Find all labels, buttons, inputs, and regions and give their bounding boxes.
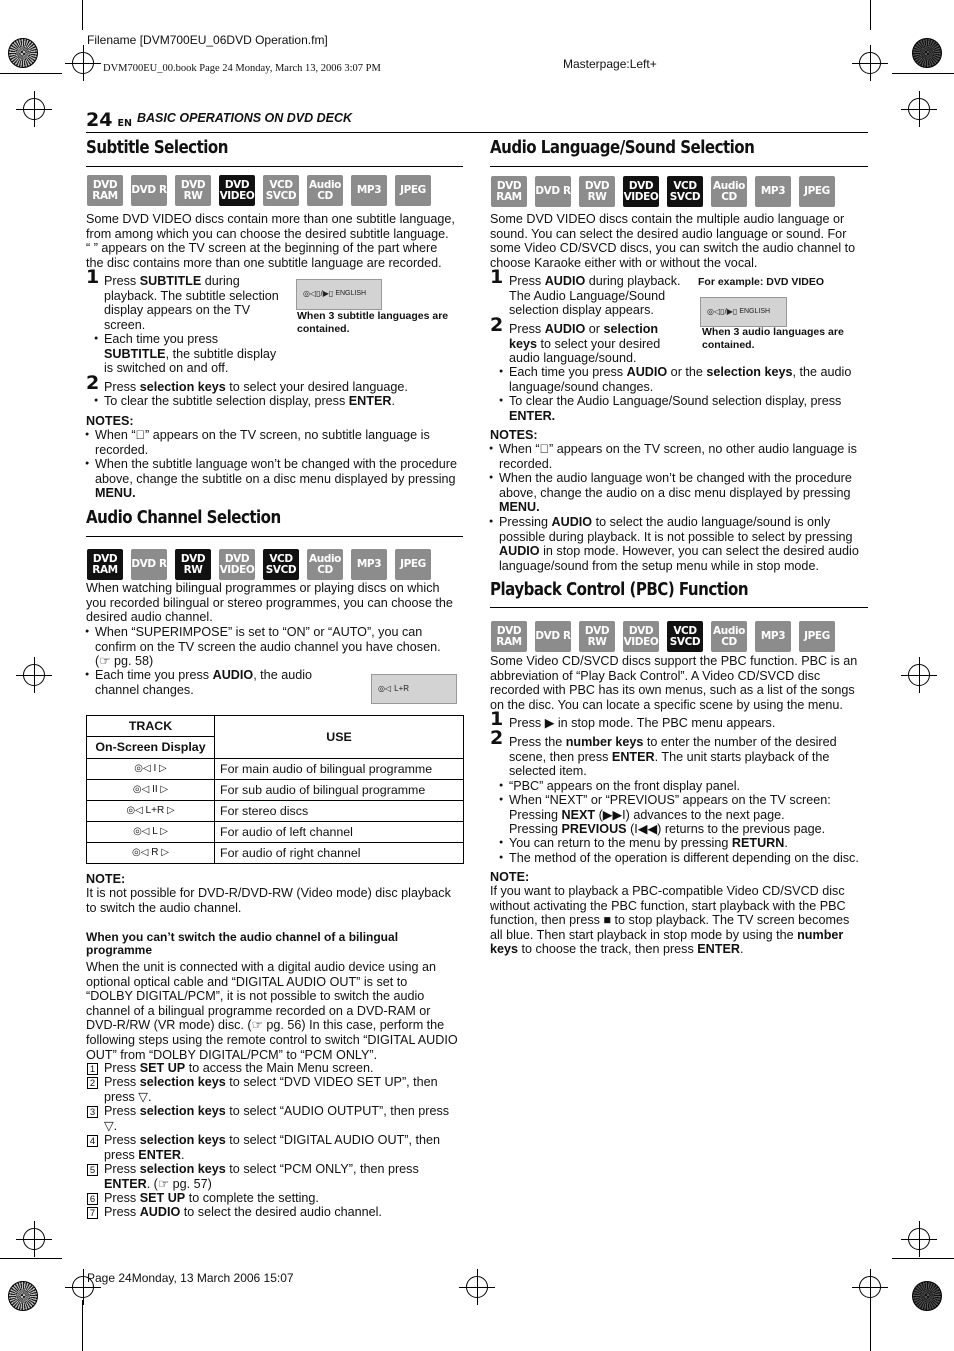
disc-type-icon: JPEG (395, 175, 431, 206)
disc-type-icon: DVD RAM (87, 549, 123, 580)
disc-type-icon: DVD R (131, 175, 167, 206)
language-disc-icons (491, 176, 835, 207)
audio-osd-icon: ◎◁ (126, 804, 146, 816)
disc-type-icon: JPEG (799, 176, 835, 207)
language-bullet-1: ● Each time you press AUDIO or the selection keys, the audio language/sound changes. (509, 365, 851, 394)
crosshair-icon (908, 664, 930, 686)
disc-type-icon: DVD R (535, 621, 571, 652)
crosshair-icon (23, 98, 45, 120)
step-number: 2 (490, 727, 504, 749)
audio-osd-icon: ◎◁ (132, 846, 152, 858)
table-row: ◎◁ II ▷ For sub audio of bilingual programme (87, 780, 464, 801)
disc-type-icon: MP3 (351, 549, 387, 580)
channel-note-label: NOTE: (86, 872, 126, 886)
disc-type-icon: MP3 (351, 175, 387, 206)
table-row: ◎◁ I ▷ For main audio of bilingual programme (87, 759, 464, 780)
channel-subheading: When you can’t switch the audio channel of a bilingual programme (86, 930, 399, 957)
channel-heading: Audio Channel Selection (86, 508, 281, 528)
language-note-3: ● Pressing AUDIO to select the audio language/sound is only possible during playback. It is not possible to select by pressing AUDIO in stop mode. However, you can select the desired audio language/sound from the setup menu while in stop mode. (499, 515, 859, 573)
language-step2: Press AUDIO or selection keys to select your desired audio language/sound. (509, 322, 661, 366)
channel-osd-display: ◎◁ L+R (371, 674, 457, 704)
disc-type-icon: JPEG (395, 549, 431, 580)
subtitle-heading: Subtitle Selection (86, 138, 228, 158)
section-title: BASIC OPERATIONS ON DVD DECK (137, 111, 353, 125)
channel-step-4: Press selection keys to select “DIGITAL AUDIO OUT”, then press ENTER. (104, 1133, 440, 1162)
audio-osd-icon: ◎◁ (133, 825, 153, 837)
pbc-intro: Some Video CD/SVCD discs support the PBC function. PBC is an abbreviation of “Play Back Control”. A Video CD/SVCD disc recorded with PBC has its own menus, such as a list of the songs on the disc. You can locate a specific scene by using the menu. (490, 654, 858, 712)
step-box: 4 (87, 1135, 98, 1147)
crosshair-icon (859, 1276, 881, 1298)
disc-type-icon: VCD SVCD (667, 176, 703, 207)
subtitle-step1-bullet: ● Each time you press SUBTITLE, the subtitle display is switched on and off. (104, 332, 276, 376)
channel-intro: When watching bilingual programmes or playing discs on which you recorded bilingual or stereo programmes, you can choose the desired audio channel. (86, 581, 453, 625)
subtitle-heading-rule (86, 166, 463, 167)
language-osd-caption: When 3 audio languages are contained. (702, 326, 844, 351)
channel-bullet-2: ● Each time you press AUDIO, the audio channel changes. (95, 668, 312, 697)
crop-mark (892, 1258, 954, 1259)
subtitle-step1: Press SUBTITLE during playback. The subtitle selection display appears on the TV screen. (104, 274, 279, 332)
registration-disc-icon (8, 38, 38, 68)
registration-disc-icon (8, 1281, 38, 1311)
header-filename: Filename [DVM700EU_06DVD Operation.fm] (87, 33, 328, 47)
disc-type-icon: DVD RW (579, 621, 615, 652)
crop-mark (82, 0, 83, 30)
table-row: ◎◁ R ▷ For audio of right channel (87, 843, 464, 864)
disc-type-icon: Audio CD (711, 621, 747, 652)
channel-subtext: When the unit is connected with a digital audio device using an optional optical cable and “DIGITAL AUDIO OUT” is set to “DOLBY DIGITAL/PCM”, it is not possible to switch the audio channel of a bilingual programme recorded on a DVD-RAM or DVD-R/RW (VR mode) disc. (☞ pg. 56) In this case, perform the following steps using the remote control to switch “DIGITAL AUDIO OUT” from “DOLBY DIGITAL/PCM” to “PCM ONLY”. (86, 960, 458, 1062)
language-intro: Some DVD VIDEO discs contain the multiple audio language or sound. You can select the desired audio language or sound. For some Video CD/SVCD discs, you can switch the audio channel to choose Karaoke either with or without the vocal. (490, 212, 856, 270)
language-heading: Audio Language/Sound Selection (490, 138, 755, 158)
subtitle-osd-icon: ◎◁▯/▶▯ (303, 289, 334, 299)
subtitle-osd-caption: When 3 subtitle languages are contained. (297, 310, 449, 335)
audio-osd-icon: ◎◁ (134, 762, 154, 774)
step-number: 1 (86, 266, 100, 288)
disc-type-icon: DVD VIDEO (623, 176, 659, 207)
step-box: 1 (87, 1063, 98, 1075)
table-header-osd: On-Screen Display (87, 737, 215, 759)
channel-step-6: Press SET UP to complete the setting. (104, 1191, 319, 1205)
pbc-bullet-3: ● You can return to the menu by pressing RETURN. (509, 836, 788, 851)
crosshair-icon (859, 52, 881, 74)
disc-type-icon: Audio CD (711, 176, 747, 207)
disc-type-icon: DVD VIDEO (219, 175, 255, 206)
disc-type-icon: DVD RW (175, 175, 211, 206)
crop-mark (870, 1300, 871, 1351)
disc-type-icon: DVD RW (579, 176, 615, 207)
subtitle-notes-label: NOTES: (86, 414, 134, 428)
disc-type-icon: VCD SVCD (263, 549, 299, 580)
crop-mark (870, 0, 871, 30)
subtitle-intro: Some DVD VIDEO discs contain more than one subtitle language, from among which you can choose the desired subtitle language. “ ” appears on the TV screen at the beginning of the part where the disc contains more than one subtitle language are recorded. (86, 212, 455, 270)
disc-type-icon: DVD VIDEO (623, 621, 659, 652)
crop-mark (892, 73, 954, 74)
channel-osd-icon: ◎◁ (378, 683, 392, 693)
header-rule (86, 132, 868, 133)
disc-type-icon: MP3 (755, 176, 791, 207)
pbc-heading-rule (490, 607, 868, 608)
audio-channel-table (86, 715, 464, 864)
pbc-note-label: NOTE: (490, 870, 530, 884)
crosshair-icon (908, 98, 930, 120)
disc-type-icon: Audio CD (307, 175, 343, 206)
subtitle-note-1: ● When “” appears on the TV screen, no subtitle language is recorded. (95, 428, 430, 457)
language-osd-icon: ◎◁▯/▶▯ (707, 306, 738, 316)
registration-disc-icon (912, 38, 942, 68)
disc-type-icon: DVD RAM (491, 621, 527, 652)
pbc-bullet-2: ● When “NEXT” or “PREVIOUS” appears on the TV screen: Pressing NEXT (▶▶I) advances to the next page. Pressing PREVIOUS (I◀◀) returns to the previous page. (509, 793, 831, 837)
channel-step-5: Press selection keys to select “PCM ONLY”, then press ENTER. (☞ pg. 57) (104, 1162, 419, 1191)
step-number: 1 (490, 708, 504, 730)
pbc-bullet-4: ● The method of the operation is different depending on the disc. (509, 851, 859, 866)
pbc-step1: Press ▶ in stop mode. The PBC menu appears. (509, 716, 776, 730)
disc-type-icon: MP3 (755, 621, 791, 652)
step-box: 6 (87, 1193, 98, 1205)
subtitle-note-2: ● When the subtitle language won’t be changed with the procedure above, change the subtitle on a disc menu displayed by pressing MENU. (95, 457, 457, 501)
audio-osd-icon: ◎◁ (132, 783, 153, 795)
step-box: 3 (87, 1106, 98, 1118)
step-box: 7 (87, 1207, 98, 1219)
disc-type-icon: VCD SVCD (667, 621, 703, 652)
channel-disc-icons (87, 549, 431, 580)
subtitle-osd-display: ◎◁▯/▶▯ ENGLISH (296, 279, 382, 310)
table-row: ◎◁ L ▷ For audio of left channel (87, 822, 464, 843)
pbc-note: If you want to playback a PBC-compatible Video CD/SVCD disc without activating the PBC function, start playback with the PBC function, then press ■ to stop playback. The TV screen becomes all blue. Then start playback in stop mode by using the number keys to choose the track, then press ENTER. (490, 884, 850, 957)
disc-type-icon: DVD RW (175, 549, 211, 580)
disc-type-icon: DVD RAM (87, 175, 123, 206)
channel-step-1: Press SET UP to access the Main Menu screen. (104, 1061, 374, 1075)
page-number: 24 EN (86, 109, 132, 131)
table-header-use: USE (215, 716, 464, 759)
table-row: ◎◁ L+R ▷ For stereo discs (87, 801, 464, 822)
language-example-label: For example: DVD VIDEO (698, 276, 825, 288)
crosshair-icon (466, 1276, 488, 1298)
disc-type-icon: DVD VIDEO (219, 549, 255, 580)
channel-step-3: Press selection keys to select “AUDIO OUTPUT”, then press ▽. (104, 1104, 450, 1133)
header-masterpage: Masterpage:Left+ (563, 57, 657, 71)
step-number: 1 (490, 266, 504, 288)
channel-note: It is not possible for DVD-R/DVD-RW (Video mode) disc playback to switch the audio channel. (86, 886, 451, 915)
step-box: 5 (87, 1164, 98, 1176)
disc-type-icon: Audio CD (307, 549, 343, 580)
table-header-track: TRACK (87, 716, 215, 737)
language-osd-display: ◎◁▯/▶▯ ENGLISH (700, 297, 787, 327)
header-bookline: DVM700EU_00.book Page 24 Monday, March 13, 2006 3:07 PM (103, 63, 381, 74)
language-step1: Press AUDIO during playback. The Audio Language/Sound selection display appears. (509, 274, 681, 318)
step-number: 2 (86, 372, 100, 394)
channel-heading-rule (86, 536, 463, 537)
language-bullet-2: ● To clear the Audio Language/Sound selection display, press ENTER. (509, 394, 841, 423)
subtitle-step2: Press selection keys to select your desired language. (104, 380, 408, 394)
crop-mark (0, 73, 62, 74)
footer-text: Page 24Monday, 13 March 2006 15:07 (87, 1271, 294, 1285)
pbc-step2: Press the number keys to enter the number of the desired scene, then press ENTER. The unit starts playback of the selected item. (509, 735, 837, 779)
crop-mark (82, 1300, 83, 1351)
subtitle-step2-bullet: ● To clear the subtitle selection display, press ENTER. (104, 394, 395, 409)
pbc-disc-icons (491, 621, 835, 652)
crop-mark (0, 1258, 62, 1259)
channel-step-2: Press selection keys to select “DVD VIDEO SET UP”, then press ▽. (104, 1075, 438, 1104)
language-note-1: ● When “” appears on the TV screen, no other audio language is recorded. (499, 442, 857, 471)
disc-type-icon: DVD RAM (491, 176, 527, 207)
step-number: 2 (490, 314, 504, 336)
disc-type-icon: DVD R (535, 176, 571, 207)
crosshair-icon (23, 664, 45, 686)
disc-type-icon: JPEG (799, 621, 835, 652)
crosshair-icon (72, 52, 94, 74)
registration-disc-icon (912, 1281, 942, 1311)
disc-type-icon: VCD SVCD (263, 175, 299, 206)
pbc-bullet-1: ● “PBC” appears on the front display panel. (509, 779, 740, 794)
pbc-heading: Playback Control (PBC) Function (490, 580, 749, 600)
crosshair-icon (908, 1228, 930, 1250)
crosshair-icon (23, 1228, 45, 1250)
language-heading-rule (490, 166, 868, 167)
language-note-2: ● When the audio language won’t be changed with the procedure above, change the audio on a disc menu displayed by pressing MENU. (499, 471, 852, 515)
channel-bullet-1: ● When “SUPERIMPOSE” is set to “ON” or “AUTO”, you can confirm on the TV screen the audio channel you have chosen. (☞ pg. 58) (95, 625, 441, 669)
language-notes-label: NOTES: (490, 428, 538, 442)
step-box: 2 (87, 1077, 98, 1089)
channel-step-7: Press AUDIO to select the desired audio channel. (104, 1205, 382, 1219)
disc-type-icon: DVD R (131, 549, 167, 580)
subtitle-disc-icons (87, 175, 431, 206)
